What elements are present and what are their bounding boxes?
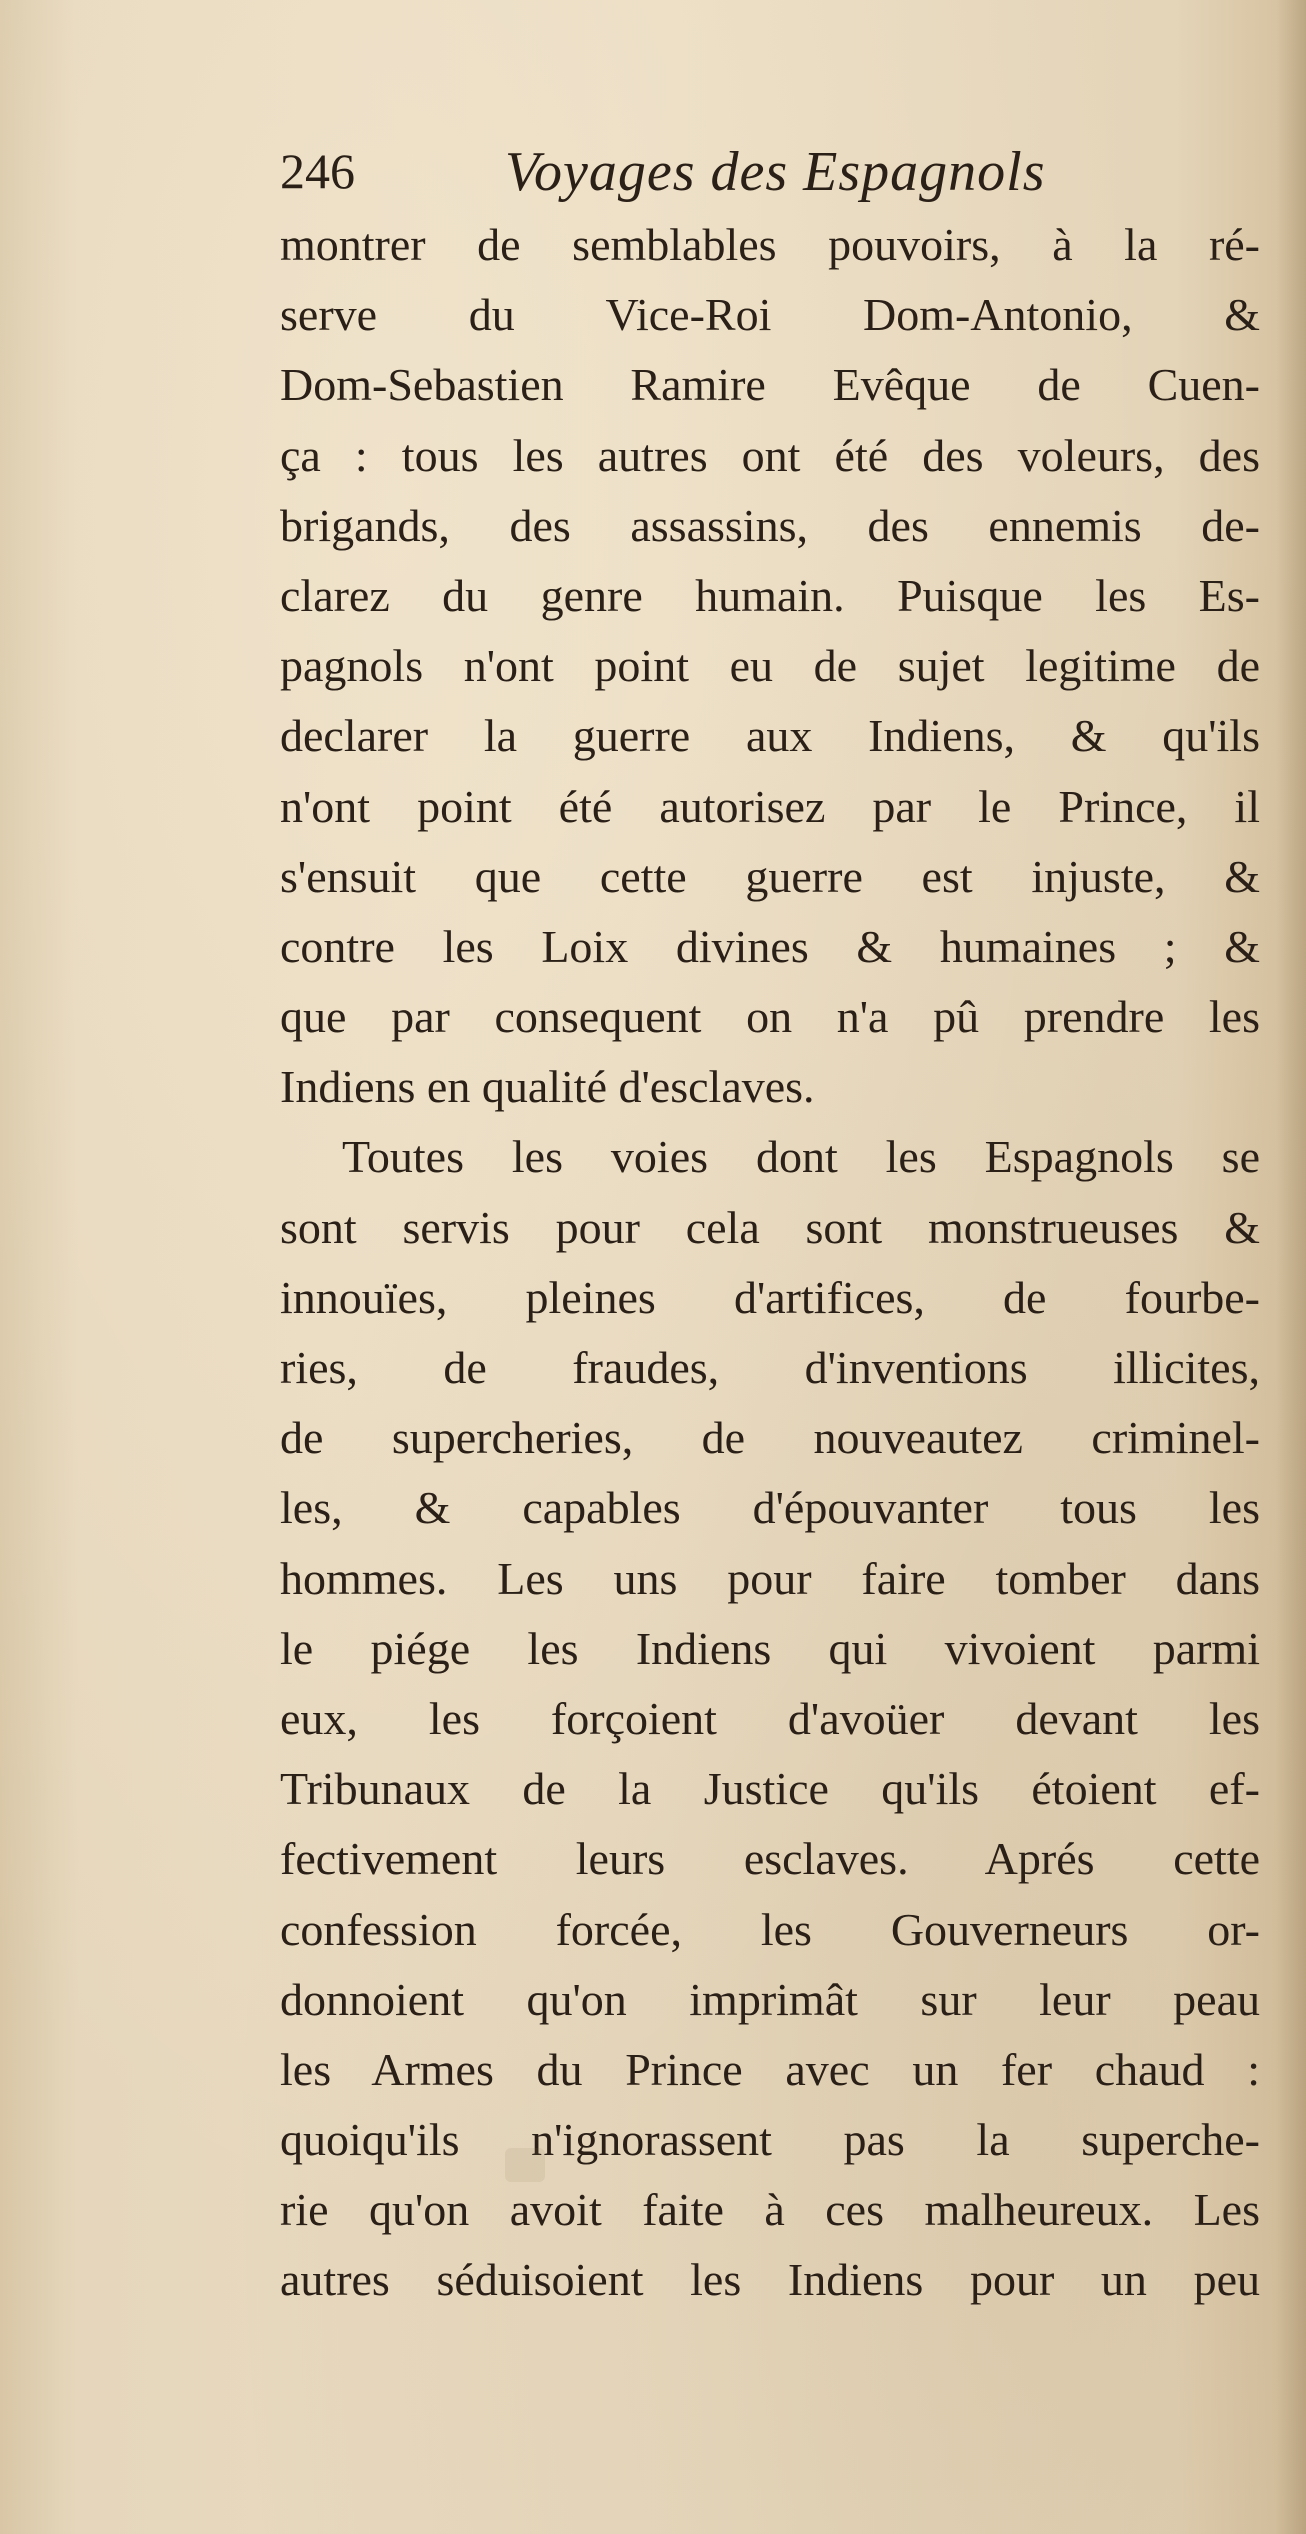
text-line: les Armes du Prince avec un fer chaud : — [280, 2043, 1260, 2095]
text-line: sont servis pour cela sont monstrueuses & — [280, 1201, 1260, 1253]
text-line: de supercheries, de nouveautez criminel- — [280, 1412, 1260, 1464]
text-line: brigands, des assassins, des ennemis de- — [280, 499, 1260, 551]
paper-stain — [505, 2148, 545, 2182]
page-edge-shadow — [1276, 0, 1306, 2534]
text-line: montrer de semblables pouvoirs, à la ré- — [280, 219, 1260, 270]
text-line: s'ensuit que cette guerre est injuste, & — [280, 850, 1260, 902]
text-line: rie qu'on avoit faite à ces malheureux. Les — [280, 2184, 1260, 2236]
text-line: ça : tous les autres ont été des voleurs, des — [280, 429, 1260, 481]
text-line: serve du Vice-Roi Dom-Antonio, & — [280, 289, 1260, 341]
text-line: pagnols n'ont point eu de sujet legitime de — [280, 640, 1260, 692]
text-line: innouïes, pleines d'artifices, de fourbe- — [280, 1271, 1260, 1323]
running-title: Voyages des Espagnols — [505, 141, 1046, 203]
text-line: hommes. Les uns pour faire tomber dans — [280, 1552, 1260, 1604]
running-head — [280, 118, 1260, 210]
text-line: Dom-Sebastien Ramire Evêque de Cuen- — [280, 359, 1260, 411]
text-line: confession forcée, les Gouverneurs or- — [280, 1903, 1260, 1955]
text-line: eux, les forçoient d'avoüer devant les — [280, 1692, 1260, 1744]
text-line: les, & capables d'épouvanter tous les — [280, 1482, 1260, 1534]
text-line: le piége les Indiens qui vivoient parmi — [280, 1622, 1260, 1674]
text-line: quoiqu'ils n'ignorassent pas la superche- — [280, 2114, 1260, 2166]
text-line: donnoient qu'on imprimât sur leur peau — [280, 1973, 1260, 2025]
text-line: clarez du genre humain. Puisque les Es- — [280, 569, 1260, 621]
text-line: Tribunaux de la Justice qu'ils étoient ef- — [280, 1763, 1260, 1815]
text-line: contre les Loix divines & humaines ; & — [280, 920, 1260, 972]
text-line: autres séduisoient les Indiens pour un peu — [280, 2254, 1260, 2306]
text-line-paragraph-start: Toutes les voies dont les Espagnols se — [342, 1131, 1260, 1183]
page-number: 246 — [280, 143, 355, 199]
text-line: n'ont point été autorisez par le Prince, il — [280, 780, 1260, 832]
text-line: que par consequent on n'a pû prendre les — [280, 991, 1260, 1043]
text-line: declarer la guerre aux Indiens, & qu'ils — [280, 710, 1260, 762]
text-line: fectivement leurs esclaves. Aprés cette — [280, 1833, 1260, 1885]
text-block — [280, 118, 1260, 2316]
text-line-paragraph-end: Indiens en qualité d'esclaves. — [280, 1061, 815, 1113]
text-line: ries, de fraudes, d'inventions illicites, — [280, 1342, 1260, 1393]
